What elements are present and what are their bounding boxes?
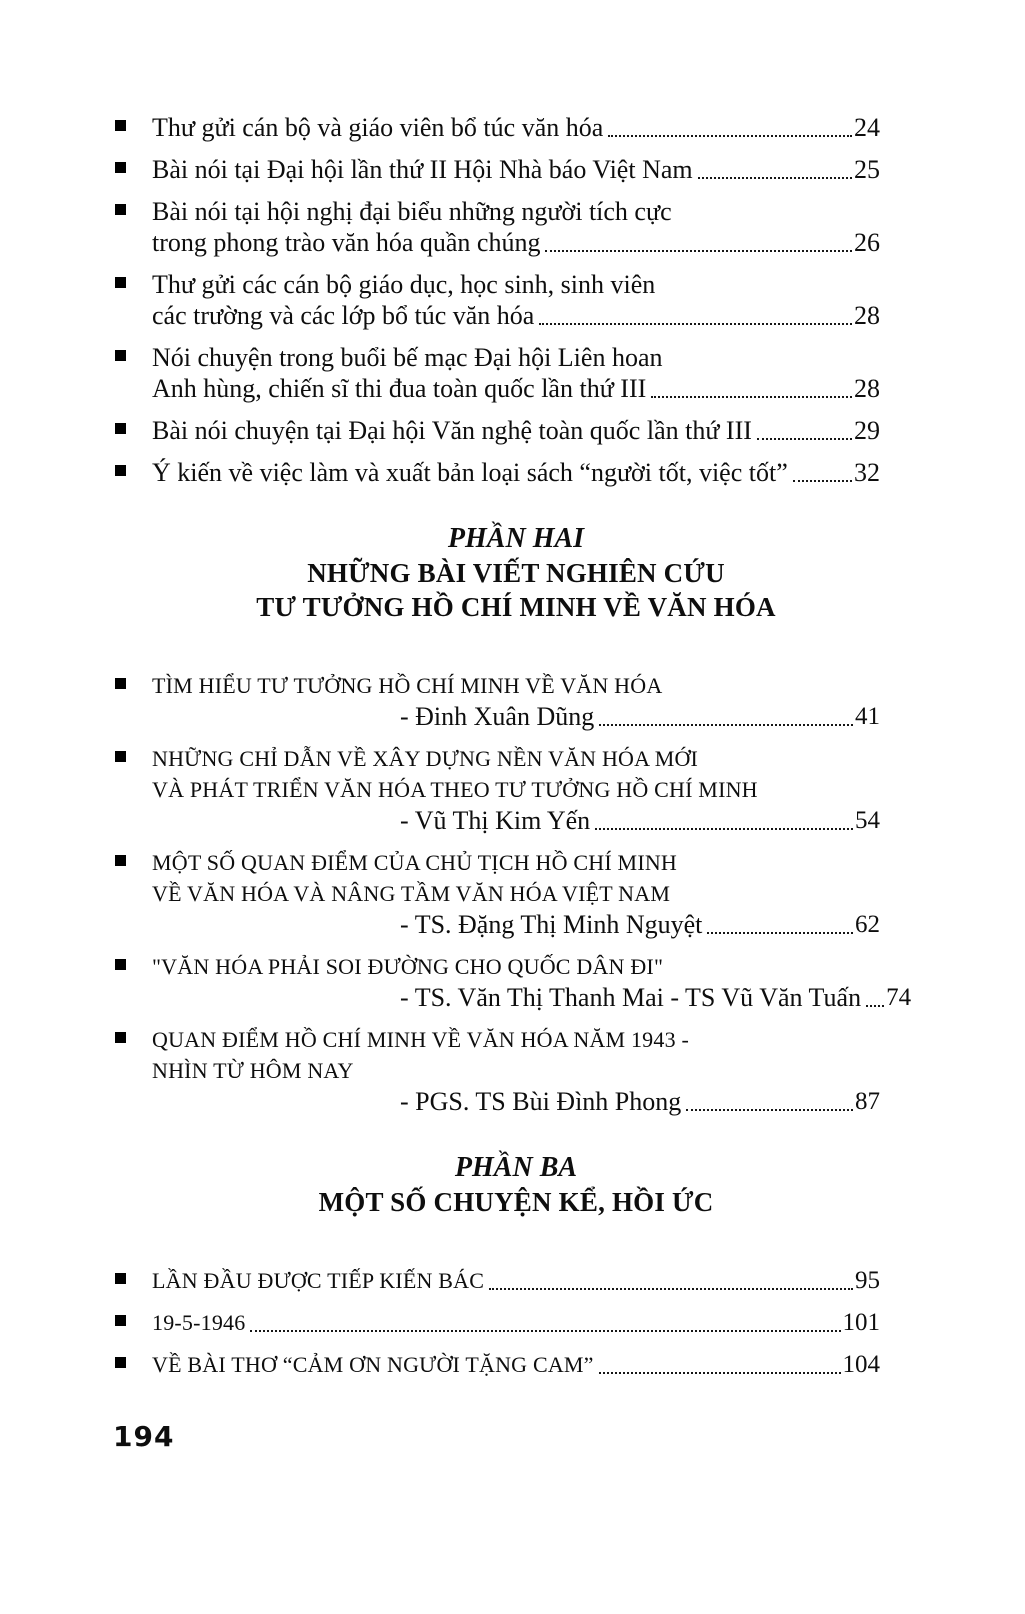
bullet-square-icon	[115, 855, 126, 866]
entry-title-line: MỘT SỐ QUAN ĐIỂM CỦA CHỦ TỊCH HỒ CHÍ MINH	[152, 850, 678, 875]
entry-body	[152, 112, 880, 143]
section-title-line: MỘT SỐ CHUYỆN KỂ, HỒI ỨC	[318, 1187, 714, 1217]
entry-author-row	[152, 909, 880, 940]
section-heading	[152, 522, 880, 624]
dotted-leader	[686, 1109, 853, 1111]
dotted-leader	[608, 135, 852, 137]
entry-body	[152, 1265, 880, 1296]
entry-body	[152, 847, 880, 940]
entry-last-row	[152, 415, 880, 446]
toc-entry	[152, 743, 880, 836]
entry-page-number: 87	[855, 1088, 880, 1115]
entry-title-line: Bài nói tại hội nghị đại biểu những người tích cực	[152, 197, 672, 226]
dotted-leader	[698, 177, 852, 179]
toc-entry	[152, 1024, 880, 1117]
entry-page-number: 62	[855, 911, 880, 938]
entry-page-number: 32	[854, 458, 880, 487]
bullet-square-icon	[115, 1315, 126, 1326]
toc-entry	[152, 196, 880, 258]
dotted-leader	[250, 1330, 840, 1332]
entry-list	[152, 112, 880, 488]
bullet-square-icon	[115, 204, 126, 215]
entry-title-line: Bài nói tại Đại hội lần thứ II Hội Nhà báo Việt Nam	[152, 155, 693, 184]
bullet-square-icon	[115, 277, 126, 288]
entry-title-line: Thư gửi cán bộ và giáo viên bổ túc văn hóa	[152, 113, 604, 142]
toc-entry	[152, 457, 880, 488]
toc-section	[152, 522, 912, 1117]
bullet-square-icon	[115, 423, 126, 434]
entry-title-line: TÌM HIỂU TƯ TƯỞNG HỒ CHÍ MINH VỀ VĂN HÓA	[152, 673, 663, 698]
entry-body	[152, 670, 880, 732]
entry-title-line: Nói chuyện trong buổi bế mạc Đại hội Liên hoan	[152, 343, 663, 372]
toc-entry	[152, 1349, 880, 1380]
dotted-leader	[651, 396, 852, 398]
toc-entry	[152, 154, 880, 185]
entry-page-number: 95	[855, 1267, 880, 1294]
page-number: 194	[113, 1420, 175, 1453]
entry-author: - TS. Đặng Thị Minh Nguyệt	[400, 910, 703, 939]
entry-page-number: 24	[854, 113, 880, 142]
entry-last-row	[152, 1349, 880, 1380]
entry-title-line: trong phong trào văn hóa quần chúng	[152, 228, 541, 257]
entry-title-line: Bài nói chuyện tại Đại hội Văn nghệ toàn quốc lần thứ III	[152, 416, 752, 445]
toc-entry	[152, 951, 912, 1013]
entry-page-number: 104	[842, 1351, 880, 1378]
dotted-leader	[539, 323, 852, 325]
toc-entry	[152, 415, 880, 446]
entry-title-line: VỀ VĂN HÓA VÀ NÂNG TẦM VĂN HÓA VIỆT NAM	[152, 881, 671, 906]
entry-page-number: 26	[854, 228, 880, 257]
toc-entry	[152, 1265, 880, 1296]
entry-body	[152, 457, 880, 488]
entry-author: - Đinh Xuân Dũng	[400, 702, 595, 731]
dotted-leader	[707, 932, 853, 934]
entry-body	[152, 196, 880, 258]
entry-list	[152, 670, 912, 1117]
bullet-square-icon	[115, 350, 126, 361]
toc-entry	[152, 1307, 880, 1338]
entry-author: - PGS. TS Bùi Đình Phong	[400, 1087, 682, 1116]
entry-last-row	[152, 227, 880, 258]
bullet-square-icon	[115, 678, 126, 689]
entry-last-row	[152, 457, 880, 488]
entry-body	[152, 415, 880, 446]
entry-title-line: 19-5-1946	[152, 1310, 246, 1335]
section-title-line: TƯ TƯỞNG HỒ CHÍ MINH VỀ VĂN HÓA	[256, 592, 776, 622]
dotted-leader	[757, 438, 852, 440]
entry-title-line: VỀ BÀI THƠ “CẢM ƠN NGƯỜI TẶNG CAM”	[152, 1352, 594, 1377]
entry-last-row	[152, 154, 880, 185]
entry-title-line: VÀ PHÁT TRIỂN VĂN HÓA THEO TƯ TƯỞNG HỒ CHÍ MINH	[152, 777, 758, 802]
section-heading	[152, 1151, 880, 1219]
section-title-line: NHỮNG BÀI VIẾT NGHIÊN CỨU	[307, 558, 725, 588]
entry-last-row	[152, 112, 880, 143]
bullet-square-icon	[115, 959, 126, 970]
toc-entry	[152, 269, 880, 331]
bullet-square-icon	[115, 1273, 126, 1284]
entry-title-line: Ý kiến về việc làm và xuất bản loại sách “người tốt, việc tốt”	[152, 458, 788, 487]
toc-entry	[152, 670, 880, 732]
toc-entry	[152, 112, 880, 143]
bullet-square-icon	[115, 1357, 126, 1368]
dotted-leader	[489, 1288, 853, 1290]
entry-author-row	[152, 982, 912, 1013]
entry-author: - TS. Văn Thị Thanh Mai - TS Vũ Văn Tuấn	[400, 983, 862, 1012]
entry-last-row	[152, 1307, 880, 1338]
section-part-label: PHẦN BA	[454, 1152, 578, 1183]
entry-page-number: 54	[855, 807, 880, 834]
entry-body	[152, 1349, 880, 1380]
toc	[152, 112, 912, 1391]
section-part-label: PHẦN HAI	[447, 523, 585, 554]
entry-author-row	[152, 701, 880, 732]
entry-body	[152, 1307, 880, 1338]
bullet-square-icon	[115, 751, 126, 762]
entry-page-number: 101	[842, 1309, 880, 1336]
bullet-square-icon	[115, 162, 126, 173]
entry-page-number: 41	[855, 703, 880, 730]
entry-title-line: QUAN ĐIỂM HỒ CHÍ MINH VỀ VĂN HÓA NĂM 1943 -	[152, 1027, 689, 1052]
entry-page-number: 28	[854, 374, 880, 403]
dotted-leader	[866, 1005, 884, 1007]
entry-page-number: 25	[854, 155, 880, 184]
entry-title-line: LẦN ĐẦU ĐƯỢC TIẾP KIẾN BÁC	[152, 1268, 485, 1293]
dotted-leader	[595, 828, 853, 830]
dotted-leader	[599, 1372, 841, 1374]
entry-title-line: NHỮNG CHỈ DẪN VỀ XÂY DỰNG NỀN VĂN HÓA MỚI	[152, 746, 699, 771]
toc-section	[152, 1151, 880, 1380]
entry-body	[152, 269, 880, 331]
entry-page-number: 29	[854, 416, 880, 445]
toc-entry	[152, 847, 880, 940]
entry-last-row	[152, 300, 880, 331]
entry-last-row	[152, 373, 880, 404]
entry-body	[152, 154, 880, 185]
dotted-leader	[545, 250, 852, 252]
entry-last-row	[152, 1265, 880, 1296]
entry-page-number: 74	[886, 984, 912, 1011]
dotted-leader	[793, 480, 852, 482]
entry-title-line: "VĂN HÓA PHẢI SOI ĐƯỜNG CHO QUỐC DÂN ĐI"	[152, 954, 664, 979]
toc-entry	[152, 342, 880, 404]
entry-author-row	[152, 1086, 880, 1117]
entry-author-row	[152, 805, 880, 836]
entry-body	[152, 1024, 880, 1117]
bullet-square-icon	[115, 465, 126, 476]
entry-title-line: các trường và các lớp bổ túc văn hóa	[152, 301, 535, 330]
entry-title-line: Anh hùng, chiến sĩ thi đua toàn quốc lần thứ III	[152, 374, 647, 403]
dotted-leader	[599, 724, 853, 726]
entry-list	[152, 1265, 880, 1380]
bullet-square-icon	[115, 1032, 126, 1043]
entry-body	[152, 951, 912, 1013]
toc-section	[152, 112, 880, 488]
bullet-square-icon	[115, 120, 126, 131]
entry-title-line: Thư gửi các cán bộ giáo dục, học sinh, sinh viên	[152, 270, 656, 299]
entry-page-number: 28	[854, 301, 880, 330]
entry-body	[152, 743, 880, 836]
entry-author: - Vũ Thị Kim Yến	[400, 806, 591, 835]
entry-title-line: NHÌN TỪ HÔM NAY	[152, 1058, 354, 1083]
entry-body	[152, 342, 880, 404]
